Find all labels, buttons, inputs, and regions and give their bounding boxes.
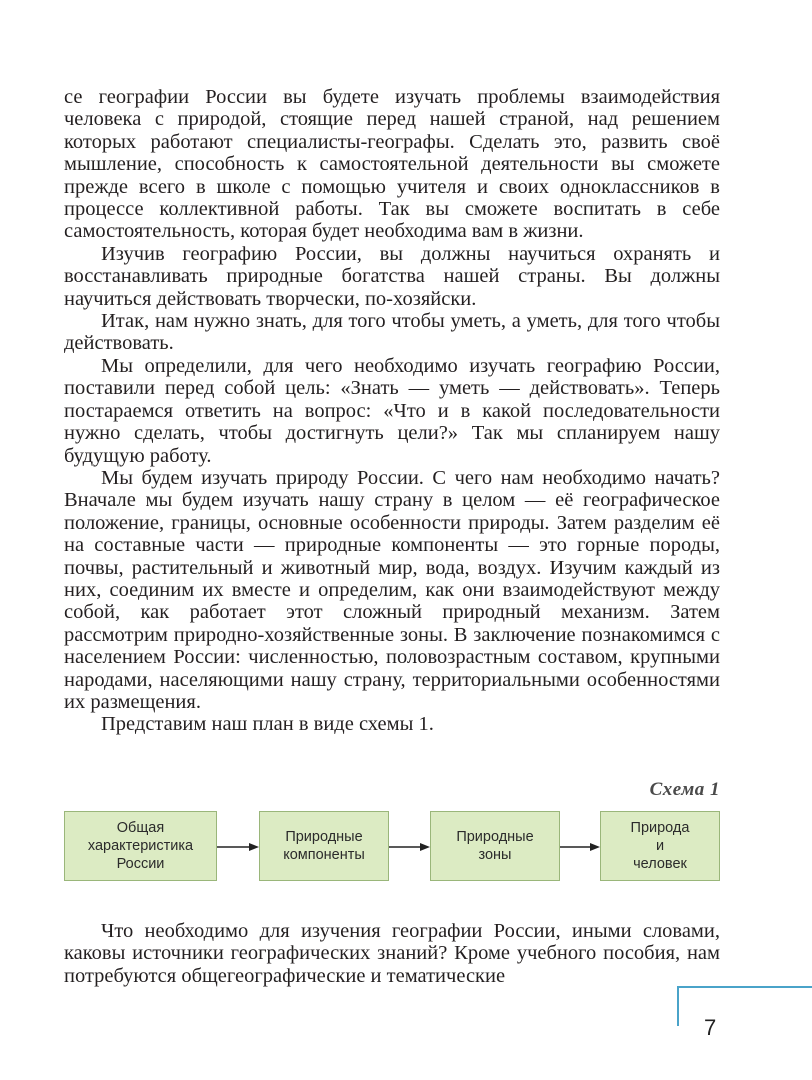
arrow-right-icon <box>560 841 600 853</box>
scheme-box-zones: Природные зоны <box>430 811 560 881</box>
body-text-bottom <box>64 920 720 987</box>
body-text-top <box>64 86 720 736</box>
paragraph: Что необходимо для изучения географии России, иными словами, каковы источники географических знаний? Кроме учебного пособия, нам потребуются общегеографические и тематические <box>64 920 720 987</box>
scheme-box-general: Общая характеристика России <box>64 811 217 881</box>
page-number-bracket <box>677 986 812 1026</box>
scheme-box-components: Природные компоненты <box>259 811 389 881</box>
paragraph: Мы определили, для чего необходимо изучать географию России, поставили перед собой цель: «Знать — уметь — действовать». Теперь постараемся ответить на вопрос: «Что и в какой последовательности нужно сделать, чтобы достигнуть цели?» Так мы спланируем нашу будущую работу. <box>64 354 720 467</box>
paragraph: се географии России вы будете изучать проблемы взаимодействия человека с природой, стоящие перед нашей страной, над решением которых работают специалисты-географы. Сделать это, развить своё мышление, способность к самостоятельной деятельности вы сможете прежде всего в школе с помощью учителя и своих одноклассников в процессе коллективной работы. Так вы сможете воспитать в себе самостоятельность, которая будет необходима вам в жизни. <box>64 86 720 243</box>
scheme-caption: Схема 1 <box>649 779 720 800</box>
paragraph: Изучив географию России, вы должны научиться охранять и восстанавливать природные богатства нашей страны. Вы должны научиться действовать творчески, по-хозяйски. <box>64 242 720 310</box>
arrow-right-icon <box>389 841 430 853</box>
scheme-box-nature-human: Природа и человек <box>600 811 720 881</box>
paragraph: Мы будем изучать природу России. С чего нам необходимо начать? Вначале мы будем изучать нашу страну в целом — её географическое положение, границы, основные особенности природы. Затем разделим её на составные части — природные компоненты — это горные породы, почвы, растительный и животный мир, вода, воздух. Изучим каждый из них, соединим их вместе и определим, как они взаимодействуют между собой, как работает этот сложный природный механизм. Затем рассмотрим природно-хозяйственные зоны. В заключение познакомимся с населением России: численностью, половозрастным составом, крупными народами, населяющими нашу страну, территориальными особенностями их размещения. <box>64 466 720 713</box>
page-number: 7 <box>704 1015 717 1040</box>
paragraph: Итак, нам нужно знать, для того чтобы уметь, а уметь, для того чтобы действовать. <box>64 310 720 355</box>
arrow-right-icon <box>217 841 259 853</box>
scheme-diagram <box>64 811 720 881</box>
paragraph: Представим наш план в виде схемы 1. <box>101 713 434 736</box>
